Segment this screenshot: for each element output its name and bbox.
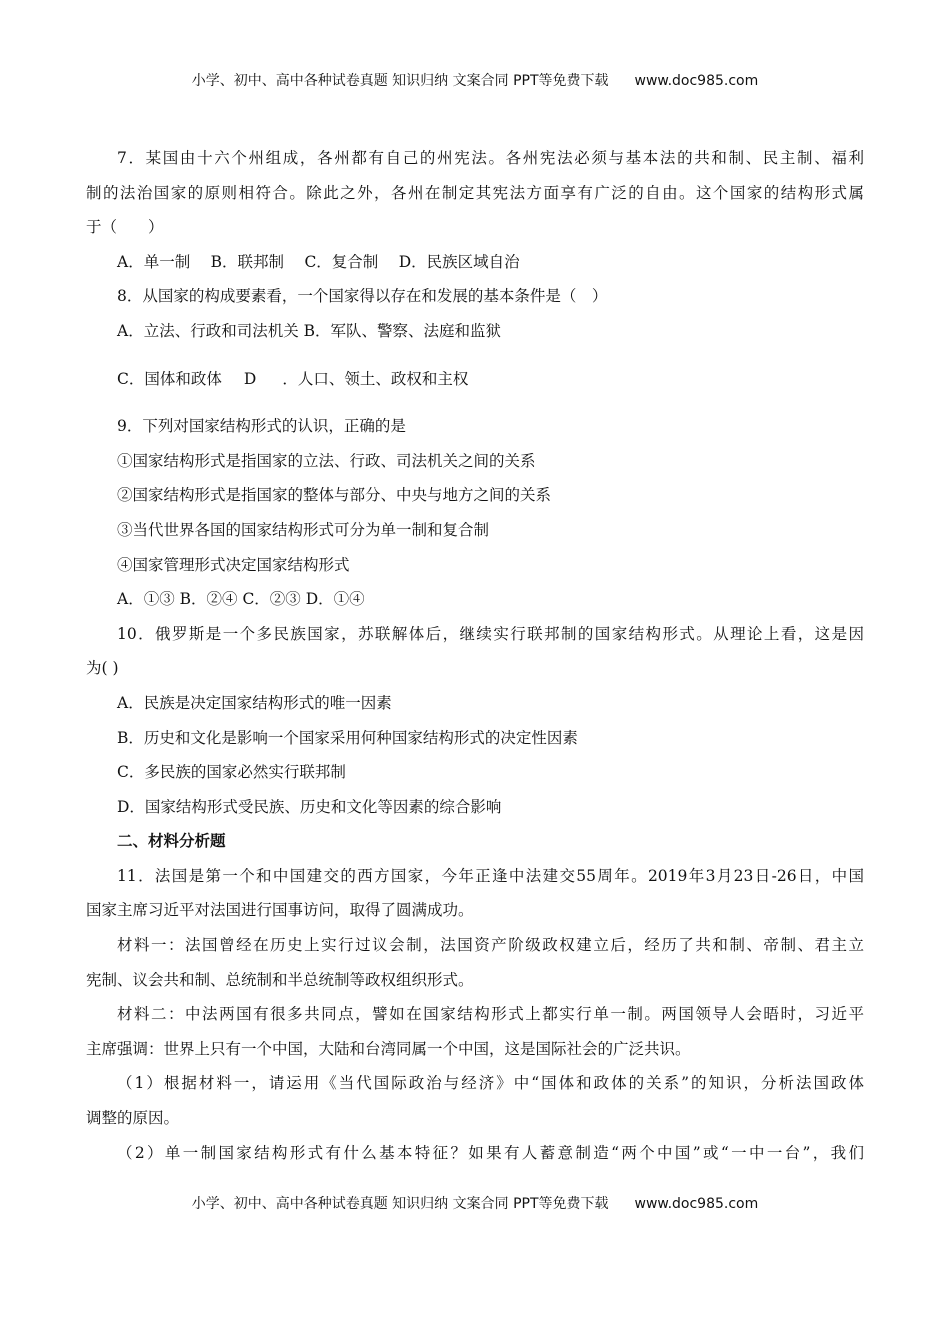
- q11-sub-1-line-2: 调整的原因。: [86, 1109, 180, 1128]
- page-header: [0, 70, 950, 90]
- q9-item-2: ②国家结构形式是指国家的整体与部分、中央与地方之间的关系: [117, 486, 552, 505]
- header-text: 小学、初中、高中各种试卷真题 知识归纳 文案合同 PPT等免费下载: [191, 73, 609, 89]
- header-url[interactable]: www.doc985.com: [634, 73, 759, 89]
- q8-option-ab: A．立法、行政和司法机关 B．军队、警察、法庭和监狱: [117, 321, 502, 340]
- q9-item-4: ④国家管理形式决定国家结构形式: [117, 555, 350, 574]
- q11-sub-2-line-1: （2）单一制国家结构形式有什么基本特征？如果有人蓄意制造“两个中国”或“一中一台”，我们: [117, 1143, 864, 1162]
- q7-line-3: 于（ ）: [86, 218, 164, 237]
- q7-line-1: 7．某国由十六个州组成，各州都有自己的州宪法。各州宪法必须与基本法的共和制、民主制、福利: [117, 149, 864, 167]
- q7-options: A．单一制 B．联邦制 C．复合制 D．民族区域自治: [117, 252, 520, 271]
- q10-option-c: C．多民族的国家必然实行联邦制: [117, 763, 346, 782]
- q9-options: A．①③ B．②④ C．②③ D．①④: [117, 590, 365, 609]
- footer-text: 小学、初中、高中各种试卷真题 知识归纳 文案合同 PPT等免费下载: [191, 1196, 609, 1212]
- q10-line-2: 为( ): [86, 659, 119, 678]
- q9-item-3: ③当代世界各国的国家结构形式可分为单一制和复合制: [117, 520, 490, 539]
- q8-option-d-letter: D: [243, 369, 257, 388]
- q10-option-a: A．民族是决定国家结构形式的唯一因素: [117, 693, 392, 712]
- q9-item-1: ①国家结构形式是指国家的立法、行政、司法机关之间的关系: [117, 451, 536, 470]
- q9-stem: 9．下列对国家结构形式的认识，正确的是: [117, 417, 406, 436]
- document-body: [86, 141, 864, 1170]
- section-title: 二、材料分析题: [117, 831, 226, 851]
- q8-option-d-text: ．人口、领土、政权和主权: [282, 369, 469, 388]
- page-footer: [0, 1193, 950, 1213]
- q11-material-1-line-2: 宪制、议会共和制、总统制和半总统制等政权组织形式。: [86, 970, 474, 989]
- q7-line-2: 制的法治国家的原则相符合。除此之外，各州在制定其宪法方面享有广泛的自由。这个国家的结构形式属: [86, 183, 864, 202]
- q10-line-1: 10．俄罗斯是一个多民族国家，苏联解体后，继续实行联邦制的国家结构形式。从理论上看，这是因: [117, 624, 864, 643]
- q11-sub-1-line-1: （1）根据材料一，请运用《当代国际政治与经济》中“国体和政体的关系”的知识，分析法国政体: [117, 1074, 864, 1093]
- q11-material-1-line-1: 材料一：法国曾经在历史上实行过议会制，法国资产阶级政权建立后，经历了共和制、帝制、君主立: [117, 936, 864, 955]
- q11-material-2-line-2: 主席强调：世界上只有一个中国，大陆和台湾同属一个中国，这是国际社会的广泛共识。: [86, 1039, 691, 1058]
- q8-option-c: C．国体和政体: [117, 369, 222, 388]
- q11-line-2: 国家主席习近平对法国进行国事访问，取得了圆满成功。: [86, 901, 474, 920]
- q10-option-d: D．国家结构形式受民族、历史和文化等因素的综合影响: [117, 797, 502, 816]
- q10-option-b: B．历史和文化是影响一个国家采用何种国家结构形式的决定性因素: [117, 728, 578, 747]
- q8-stem: 8．从国家的构成要素看，一个国家得以存在和发展的基本条件是（ ）: [117, 287, 608, 306]
- footer-url[interactable]: www.doc985.com: [634, 1196, 759, 1212]
- q11-material-2-line-1: 材料二：中法两国有很多共同点，譬如在国家结构形式上都实行单一制。两国领导人会晤时，习近平: [117, 1005, 864, 1024]
- q8-option-cd: [86, 362, 864, 397]
- q11-line-1: 11．法国是第一个和中国建交的西方国家，今年正逢中法建交55周年。2019年3月23日-26日，中国: [117, 866, 864, 885]
